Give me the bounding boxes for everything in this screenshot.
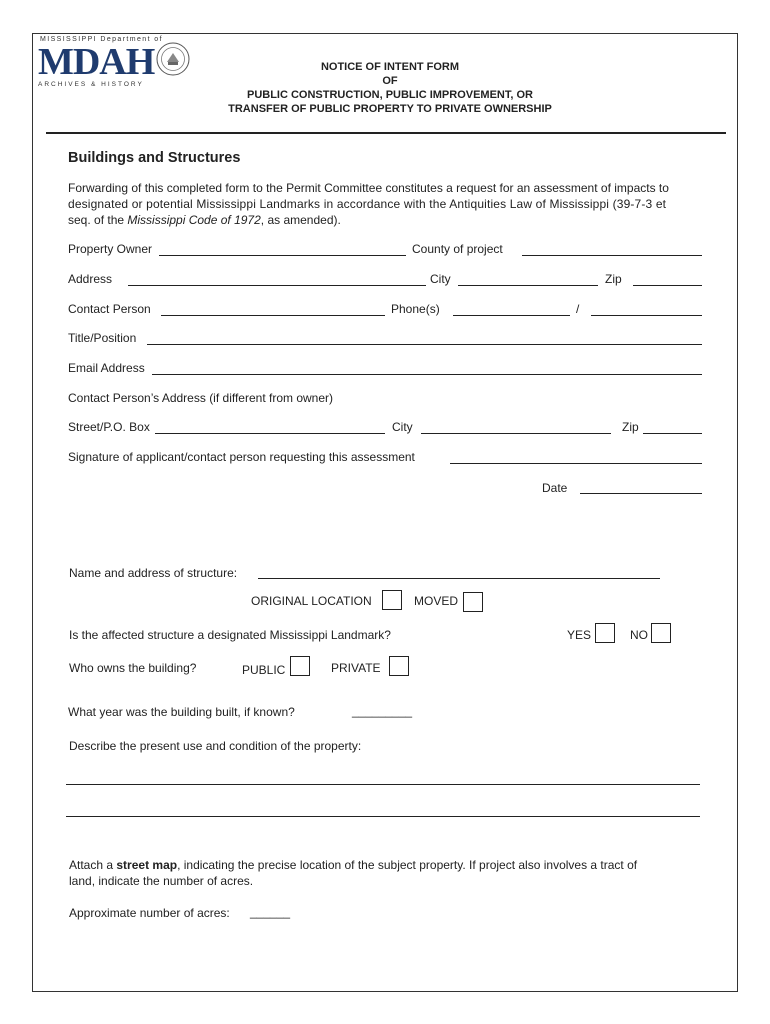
header-line-4: TRANSFER OF PUBLIC PROPERTY TO PRIVATE OWNERSHIP [228, 103, 552, 115]
year-built-question: What year was the building built, if known? [68, 705, 295, 719]
structure-name-label: Name and address of structure: [69, 566, 238, 580]
county-field[interactable] [522, 255, 702, 256]
attach-pre: Attach a [69, 858, 117, 872]
acres-label: Approximate number of acres: [69, 906, 230, 920]
logo-letters: MDAH [38, 41, 155, 83]
city-2-field[interactable] [421, 433, 611, 434]
city-2-label: City [392, 420, 413, 434]
owner-question: Who owns the building? [69, 661, 197, 675]
intro-line-3 [68, 213, 341, 227]
intro-line-3-pre: seq. of the [68, 213, 128, 227]
email-field[interactable] [152, 374, 702, 375]
contact-address-label: Contact Person’s Address (if different from owner) [68, 391, 334, 405]
acres-field[interactable]: ______ [250, 905, 291, 919]
original-location-checkbox[interactable] [382, 590, 402, 610]
county-label: County of project [412, 242, 503, 256]
private-label: PRIVATE [331, 661, 381, 675]
no-label: NO [630, 628, 648, 642]
zip-2-label: Zip [622, 420, 639, 434]
yes-label: YES [567, 628, 592, 642]
title-position-label: Title/Position [68, 331, 137, 345]
describe-line-2[interactable] [66, 816, 700, 817]
attach-post: , indicating the precise location of the subject property. If project also involves a tract of [177, 858, 638, 872]
form-header [180, 60, 600, 116]
attach-line-2: land, indicate the number of acres. [69, 874, 254, 888]
structure-name-field[interactable] [258, 578, 660, 579]
header-line-3: PUBLIC CONSTRUCTION, PUBLIC IMPROVEMENT, OR [246, 89, 533, 101]
header-line-1: NOTICE OF INTENT FORM [320, 61, 460, 73]
year-built-field[interactable]: _________ [352, 704, 413, 718]
city-field[interactable] [458, 285, 598, 286]
title-position-field[interactable] [147, 344, 702, 345]
logo-bottom-text: ARCHIVES & HISTORY [38, 81, 144, 88]
private-checkbox[interactable] [389, 656, 409, 676]
zip-field[interactable] [633, 285, 702, 286]
header-line-2: OF [382, 75, 398, 87]
phone-separator: / [576, 302, 580, 316]
zip-label: Zip [605, 272, 622, 286]
intro-line-3-post: , as amended). [260, 213, 341, 227]
signature-label: Signature of applicant/contact person requesting this assessment [68, 450, 415, 464]
no-checkbox[interactable] [651, 623, 671, 643]
logo-top-text: MISSISSIPPI Department of [40, 36, 163, 43]
email-label: Email Address [68, 361, 145, 375]
phones-label: Phone(s) [391, 302, 440, 316]
phone-1-field[interactable] [453, 315, 570, 316]
zip-2-field[interactable] [643, 433, 702, 434]
address-label: Address [68, 272, 113, 286]
street-label: Street/P.O. Box [68, 420, 150, 434]
describe-label: Describe the present use and condition of the property: [69, 739, 362, 753]
intro-line-2: designated or potential Mississippi Landmarks in accordance with the Antiquities Law of Mississippi (39-7-3 et [68, 197, 667, 211]
street-field[interactable] [155, 433, 385, 434]
moved-checkbox[interactable] [463, 592, 483, 612]
public-label: PUBLIC [242, 663, 286, 677]
original-location-label: ORIGINAL LOCATION [251, 594, 372, 608]
attach-line-1 [69, 858, 637, 872]
attach-street-map: street map [116, 858, 178, 872]
describe-line-1[interactable] [66, 784, 700, 785]
intro-line-1: Forwarding of this completed form to the Permit Committee constitutes a request for an assessment of impacts to [68, 181, 669, 195]
moved-label: MOVED [414, 594, 459, 608]
city-label: City [430, 272, 451, 286]
form-page [32, 33, 738, 992]
mdah-logo [38, 36, 190, 90]
address-field[interactable] [128, 285, 426, 286]
contact-person-label: Contact Person [68, 302, 151, 316]
signature-field[interactable] [450, 463, 702, 464]
intro-code-italic: Mississippi Code of 1972 [127, 213, 261, 227]
yes-checkbox[interactable] [595, 623, 615, 643]
contact-person-field[interactable] [161, 315, 385, 316]
landmark-question: Is the affected structure a designated Mississippi Landmark? [69, 628, 391, 642]
section-title: Buildings and Structures [68, 150, 241, 166]
property-owner-field[interactable] [159, 255, 406, 256]
date-label: Date [542, 481, 568, 495]
date-field[interactable] [580, 493, 702, 494]
property-owner-label: Property Owner [68, 242, 153, 256]
public-checkbox[interactable] [290, 656, 310, 676]
header-rule [46, 132, 726, 134]
phone-2-field[interactable] [591, 315, 702, 316]
